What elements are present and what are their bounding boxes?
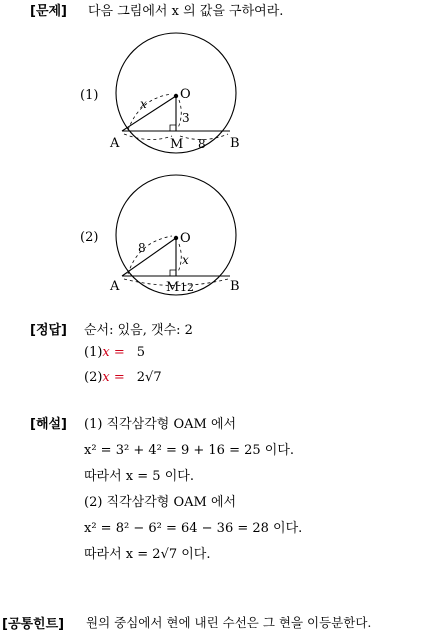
- answer-item-2-value: 2√7: [136, 370, 162, 385]
- solution-line-2: x² = 3² + 4² = 9 + 16 = 25 이다.: [84, 443, 295, 458]
- solution-line-5: x² = 8² − 6² = 64 − 36 = 28 이다.: [84, 521, 303, 536]
- figure2-diagram: [100, 172, 250, 297]
- solution-line-6: 따라서 x = 2√7 이다.: [84, 547, 211, 562]
- solution-line-3: 따라서 x = 5 이다.: [84, 469, 194, 484]
- figure2-center-point: [174, 236, 178, 240]
- problem-tag: [문제]: [30, 4, 67, 19]
- answer-item-2: [84, 370, 162, 385]
- figure1-diagram: [100, 30, 250, 155]
- answer-meta: 순서: 있음, 갯수: 2: [84, 323, 193, 338]
- figure2-a-label: A: [110, 279, 120, 294]
- figure2-circle: [116, 175, 236, 295]
- solution-line-1: (1) 직각삼각형 OAM 에서: [84, 417, 237, 432]
- figure2-x-label: x: [182, 253, 189, 267]
- answer-item-2-var: x =: [102, 370, 125, 385]
- figure1-label: (1): [80, 88, 99, 103]
- figure1-center-point: [174, 94, 178, 98]
- answer-item-2-prefix: (2): [84, 370, 103, 385]
- answer-item-1-value: 5: [136, 345, 146, 360]
- figure1-a-label: A: [110, 136, 120, 151]
- figure2-radius: [122, 238, 176, 276]
- figure2-8-brace: [128, 236, 172, 274]
- figure1-right-angle: [170, 125, 176, 131]
- figure2-o-label: O: [180, 231, 191, 246]
- figure1-am-brace: [124, 134, 172, 140]
- solution-tag: [해설]: [30, 417, 67, 432]
- figure1-3-brace: [178, 100, 181, 128]
- figure1-m-label: M: [170, 137, 184, 152]
- answer-item-1-var: x =: [102, 345, 125, 360]
- figure2-b-label: B: [230, 279, 240, 294]
- figure1-3-label: 3: [182, 111, 190, 125]
- figure1-circle: [116, 33, 236, 153]
- figure2-right-angle: [170, 270, 176, 276]
- figure2-m-label: M: [166, 280, 180, 295]
- answer-item-1-prefix: (1): [84, 345, 103, 360]
- figure2-label: (2): [80, 230, 99, 245]
- answer-tag: [정답]: [30, 323, 67, 338]
- answer-item-1: [84, 345, 145, 360]
- figure1-x-label: x: [140, 97, 147, 111]
- problem-text: 다음 그림에서 x 의 값을 구하여라.: [88, 4, 284, 19]
- figure1-radius: [122, 96, 176, 131]
- figure1-o-label: O: [180, 87, 191, 102]
- figure1-8-label: 8: [198, 137, 206, 151]
- figure2-8-label: 8: [138, 241, 146, 255]
- figure2-12-label: 12: [180, 281, 194, 294]
- hint-tag: [공통힌트]: [2, 617, 65, 632]
- hint-text: 원의 중심에서 현에 내린 수선은 그 현을 이등분한다.: [86, 615, 372, 630]
- figure1-b-label: B: [230, 136, 240, 151]
- figure2-x-brace: [178, 244, 181, 272]
- figure1-x-brace: [128, 94, 172, 130]
- solution-line-4: (2) 직각삼각형 OAM 에서: [84, 495, 237, 510]
